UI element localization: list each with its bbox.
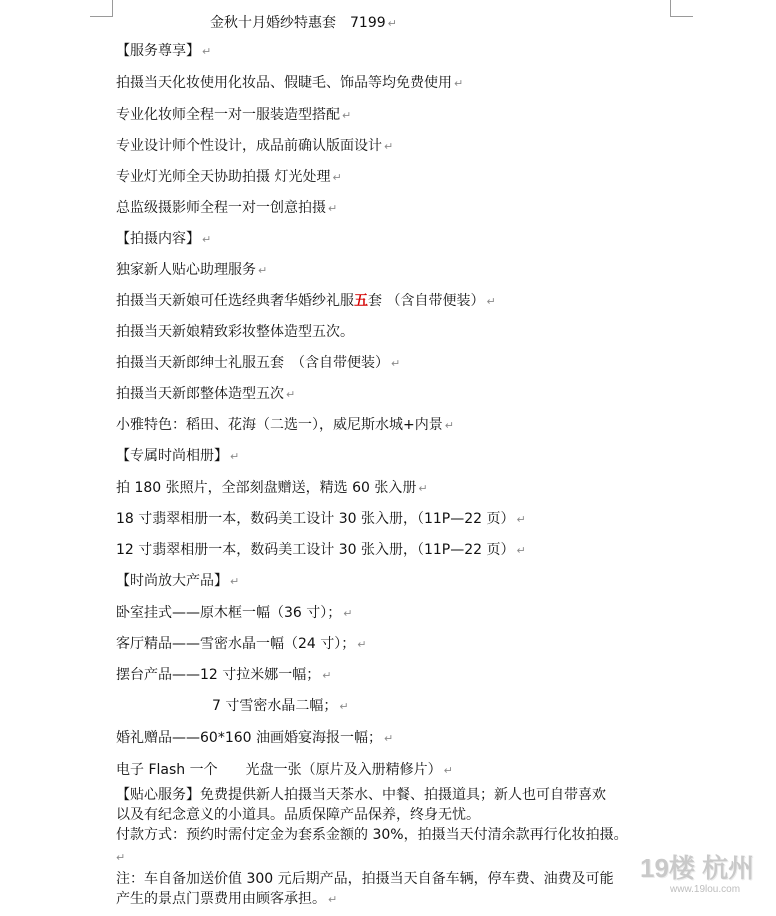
paragraph-mark-icon: ↵ [443,764,453,777]
paragraph-mark-icon: ↵ [391,357,401,370]
note-line [116,870,614,888]
product-item [116,761,453,780]
product-item [212,697,349,716]
shooting-item [116,385,295,404]
shooting-item [116,416,454,435]
paragraph-mark-icon: ↵ [328,893,338,906]
page-corner-mark-left [90,0,113,17]
paragraph-mark-icon: ↵ [516,544,526,557]
item-text: 拍摄当天新郎整体造型五次 [116,386,284,402]
paragraph-mark-icon: ↵ [202,233,212,246]
item-text: 拍 180 张照片，全部刻盘赠送，精选 60 张入册 [116,480,417,496]
empty-paragraph [116,848,125,867]
album-item [116,541,526,560]
heading-text: 【时尚放大产品】 [116,573,228,589]
shooting-item [116,323,354,341]
heading-text: 【拍摄内容】 [116,231,200,247]
paragraph-mark-icon: ↵ [444,419,454,432]
album-item [116,479,428,498]
watermark [640,848,772,910]
page-corner-mark-right [670,0,693,17]
item-text: 专业设计师个性设计，成品前确认版面设计 [116,138,382,154]
note-line [116,890,337,909]
paragraph-mark-icon: ↵ [328,202,338,215]
album-item [116,510,526,529]
paragraph-mark-icon: ↵ [230,575,240,588]
shooting-item [116,292,496,311]
care-service-line [116,806,480,824]
item-text: 摆台产品——12 寸拉米娜一幅； [116,667,321,683]
item-text: 卧室挂式——原木框一幅（36 寸）； [116,605,342,621]
highlighted-count: 五 [354,293,368,309]
paragraph-mark-icon: ↵ [486,295,496,308]
shooting-item [116,261,267,280]
item-text: 小雅特色：稻田、花海（二选一），威尼斯水城+内景 [116,417,443,433]
item-text: 拍摄当天新郎绅士礼服五套 （含自带便装） [116,355,389,371]
paragraph-mark-icon: ↵ [322,669,332,682]
paragraph-mark-icon: ↵ [454,77,464,90]
item-text: 12 寸翡翠相册一本，数码美工设计 30 张入册，（11P—22 页） [116,542,515,558]
document-title [210,14,397,33]
item-text: 独家新人贴心助理服务 [116,262,256,278]
service-item [116,74,463,93]
item-text: 注：车自备加送价值 300 元后期产品，拍摄当天自备车辆，停车费、油费及可能 [116,871,614,887]
payment-line [116,826,628,844]
paragraph-mark-icon: ↵ [387,17,397,30]
paragraph-mark-icon: ↵ [116,851,126,864]
paragraph-mark-icon: ↵ [357,638,367,651]
paragraph-mark-icon: ↵ [258,264,268,277]
item-text: 付款方式：预约时需付定金为套系金额的 30%，拍摄当天付清余款再行化妆拍摄。 [116,827,628,843]
paragraph-mark-icon: ↵ [202,45,212,58]
item-text: 18 寸翡翠相册一本，数码美工设计 30 张入册，（11P—22 页） [116,511,515,527]
product-item [116,635,366,654]
section-heading-products [116,572,239,591]
item-text: 拍摄当天化妆使用化妆品、假睫毛、饰品等均免费使用 [116,75,452,91]
product-item [116,729,393,748]
heading-text: 【服务尊享】 [116,43,200,59]
item-text: 电子 Flash 一个 光盘一张（原片及入册精修片） [116,762,442,778]
paragraph-mark-icon: ↵ [342,109,352,122]
paragraph-mark-icon: ↵ [516,513,526,526]
item-text: 拍摄当天新娘精致彩妆整体造型五次。 [116,324,354,340]
heading-text: 【专属时尚相册】 [116,448,228,464]
item-text: 专业化妆师全程一对一服装造型搭配 [116,107,340,123]
item-text: 专业灯光师全天协助拍摄 灯光处理 [116,169,331,185]
watermark-logo: 19楼 杭州 [640,853,755,883]
product-item [116,604,352,623]
item-text: 【贴心服务】免费提供新人拍摄当天茶水、中餐、拍摄道具；新人也可自带喜欢 [116,787,606,803]
care-service-line [116,786,606,804]
item-text: 客厅精品——雪密水晶一幅（24 寸）； [116,636,356,652]
section-heading-service [116,42,211,61]
service-item [116,168,342,187]
watermark-url: www.19lou.com [670,884,741,895]
section-heading-shooting [116,230,211,249]
title-text: 金秋十月婚纱特惠套 7199 [210,15,386,31]
paragraph-mark-icon: ↵ [384,140,394,153]
section-heading-album [116,447,239,466]
item-text: 产生的景点门票费用由顾客承担。 [116,891,326,907]
paragraph-mark-icon: ↵ [418,482,428,495]
product-item [116,666,331,685]
shooting-item [116,354,400,373]
paragraph-mark-icon: ↵ [384,732,394,745]
item-text: 婚礼赠品——60*160 油画婚宴海报一幅； [116,730,382,746]
paragraph-mark-icon: ↵ [286,388,296,401]
paragraph-mark-icon: ↵ [332,171,342,184]
service-item [116,106,351,125]
item-text: 套 （含自带便装） [368,293,485,309]
paragraph-mark-icon: ↵ [343,607,353,620]
paragraph-mark-icon: ↵ [230,450,240,463]
service-item [116,137,393,156]
item-text: 拍摄当天新娘可任选经典奢华婚纱礼服 [116,293,354,309]
item-text: 以及有纪念意义的小道具。品质保障产品保养，终身无忧。 [116,807,480,823]
item-text: 7 寸雪密水晶二幅； [212,698,338,714]
service-item [116,199,337,218]
paragraph-mark-icon: ↵ [339,700,349,713]
item-text: 总监级摄影师全程一对一创意拍摄 [116,200,326,216]
